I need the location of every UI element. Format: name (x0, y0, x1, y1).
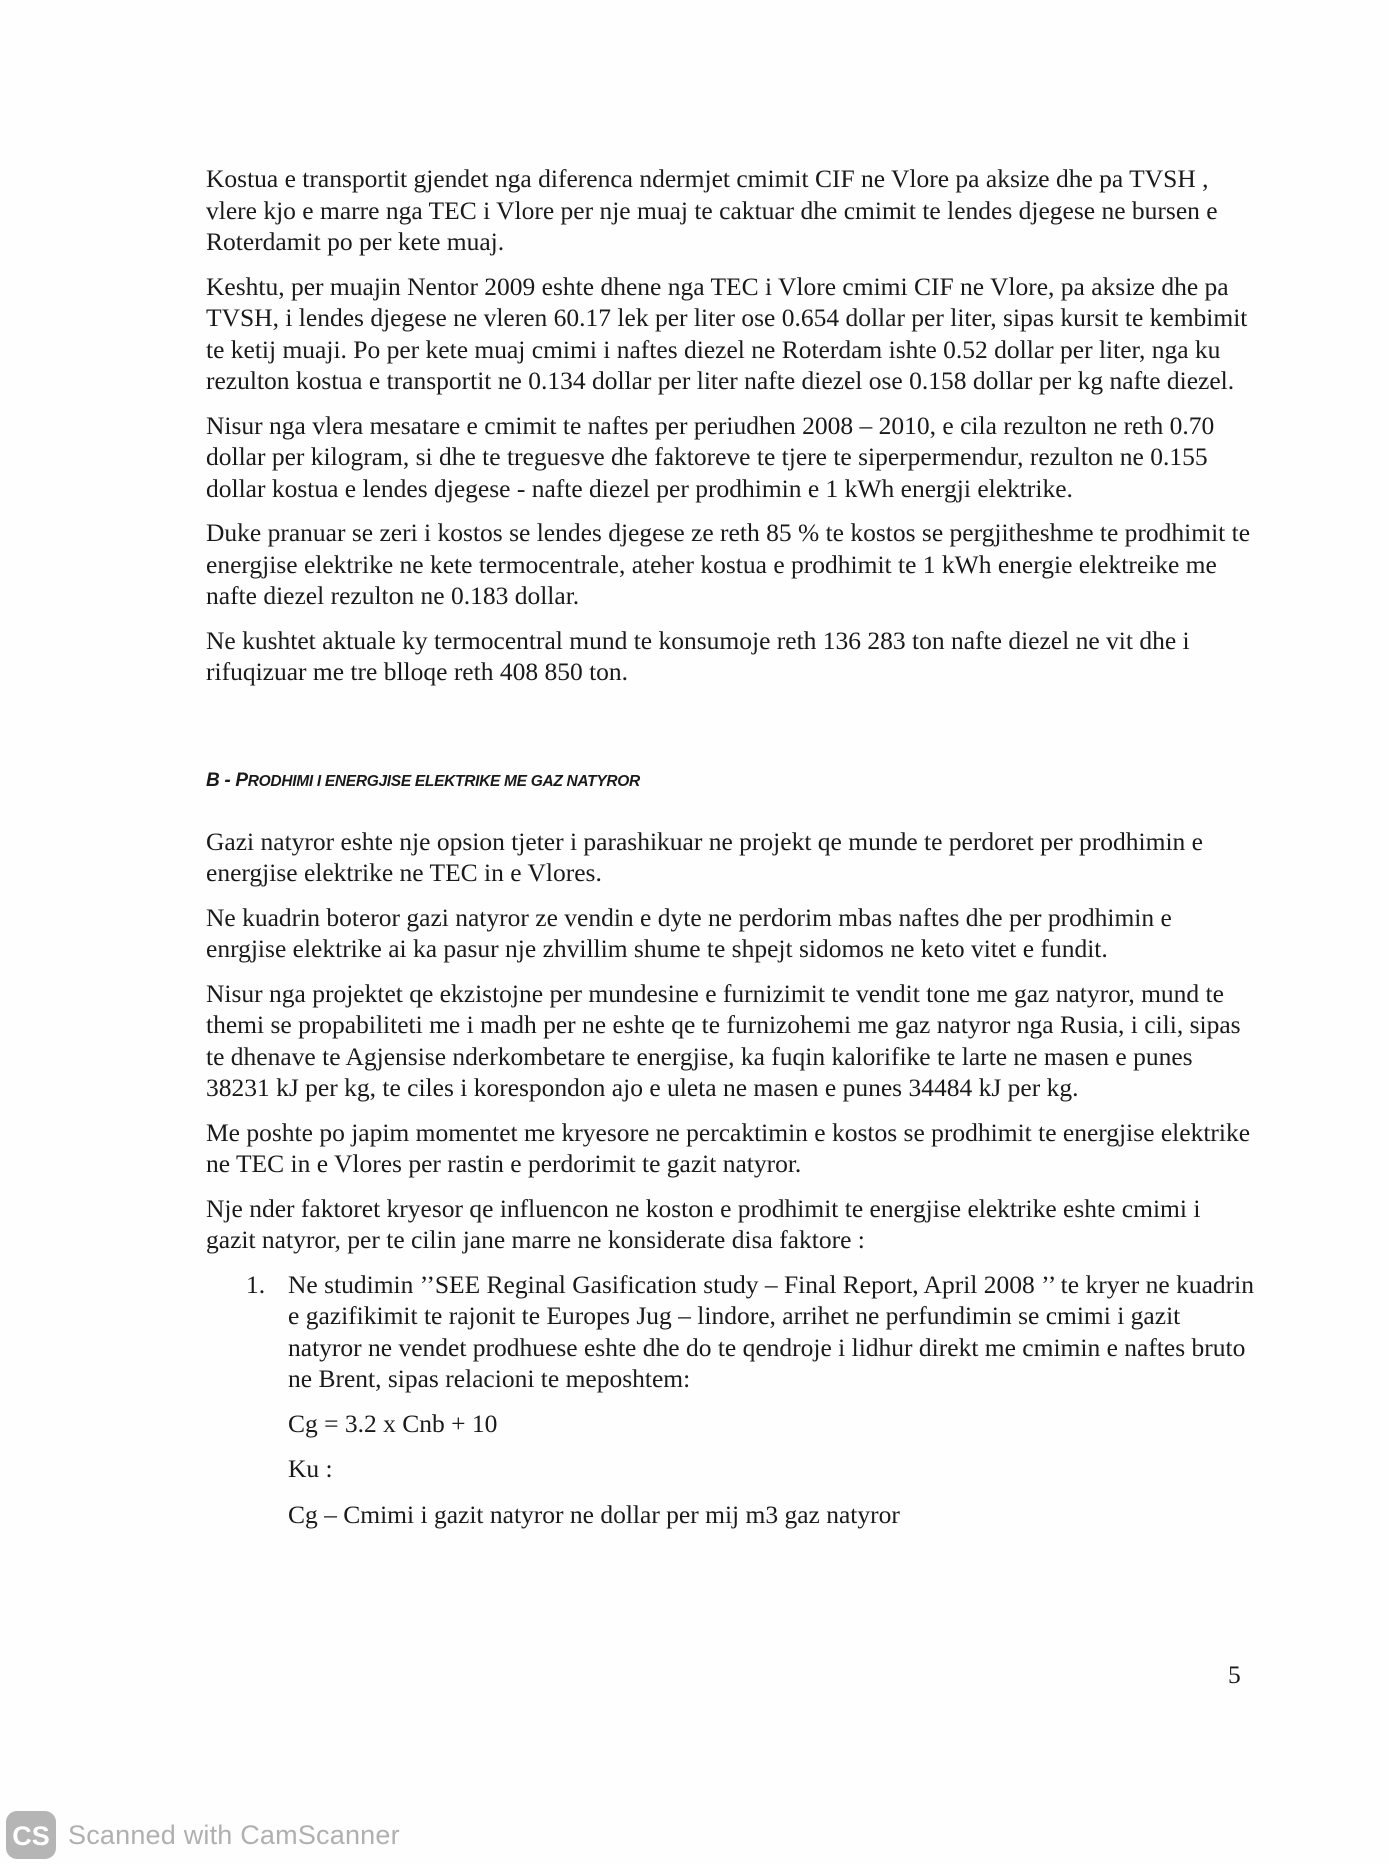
page-number: 5 (1228, 1660, 1241, 1689)
formula-where-label: Ku : (288, 1454, 333, 1483)
paragraph-consumption: Ne kushtet aktuale ky termocentral mund te konsumoje reth 136 283 ton nafte diezel ne vit dhe i rifuqizuar me tre blloqe reth 408 850 ton. (206, 625, 1190, 686)
paragraph-supply-russia: Nisur nga projektet qe ekzistojne per mundesine e furnizimit te vendit tone me gaz natyror, mund te themi se propabiliteti me i madh per ne eshte qe te furnizohemi me gaz natyror nga Rusia, i cili, sipas te dhenave te Agjensise nderkombetare te energjise, ka fuqin kalorifike te larte ne masen e punes 38231 kJ per kg, te ciles i korespondon ajo e uleta ne masen e punes 34484 kJ per kg. (206, 978, 1241, 1102)
section-heading-rest: RODHIMI I ENERGJISE ELEKTRIKE ME GAZ NATYROR (247, 772, 640, 790)
svg-text:CS: CS (12, 1821, 50, 1851)
paragraph-gas-price-factor: Nje nder faktoret kryesor qe influencon ne koston e prodhimit te energjise elektrike eshte cmimi i gazit natyror, per te cilin jane marre ne konsiderate disa faktore : (206, 1193, 1201, 1254)
paragraph-transport-cost: Kostua e transportit gjendet nga diferenca ndermjet cmimit CIF ne Vlore pa aksize dhe pa TVSH , vlere kjo e marre nga TEC i Vlore per nje muaj te caktuar dhe cmimit te lendes djegese ne bursen e Roterdamit po per kete muaj. (206, 164, 1218, 256)
paragraph-key-moments: Me poshte po japim momentet me kryesore ne percaktimin e kostos se prodhimit te energjise elektrike ne TEC in e Vlores per rastin e perdorimit te gazit natyror. (206, 1117, 1251, 1178)
document-body (206, 163, 1256, 1544)
paragraph-world-context: Ne kuadrin boteror gazi natyror ze vendin e dyte ne perdorim mbas naftes dhe per prodhimin e enrgjise elektrike ai ka pasur nje zhvillim shume te shpejt sidomos ne keto vitet e fundit. (206, 902, 1172, 963)
formula: Cg = 3.2 x Cnb + 10 (288, 1408, 498, 1438)
camscanner-watermark-text: Scanned with CamScanner (68, 1819, 400, 1850)
list-item (206, 1269, 1256, 1395)
section-heading-prefix: B - P (206, 769, 248, 791)
paragraph-average-price: Nisur nga vlera mesatare e cmimit te naftes per periudhen 2008 – 2010, e cila rezulton ne reth 0.70 dollar per kilogram, si dhe te treguesve dhe faktoreve te tjere te siperpermendur, rezulton ne 0.155 dollar kostua e lendes djegese - nafte diezel per prodhimin e 1 kWh energji elektrike. (206, 410, 1215, 503)
list-item-number: 1. (246, 1269, 266, 1299)
formula-definition: Cg – Cmimi i gazit natyror ne dollar per mij m3 gaz natyror (288, 1499, 900, 1529)
paragraph-november-2009: Keshtu, per muajin Nentor 2009 eshte dhene nga TEC i Vlore cmimi CIF ne Vlore, pa aksize dhe pa TVSH, i lendes djegese ne vleren 60.17 lek per liter ose 0.654 dollar per liter, sipas kursit te kembimit te ketij muaji. Po per kete muaj cmimi i naftes diezel ne Roterdam ishte 0.52 dollar per liter, nga ku rezulton kostua e transportit ne 0.134 dollar per liter nafte diezel ose 0.158 dollar per kg nafte diezel. (206, 271, 1248, 395)
camscanner-logo-icon (6, 1811, 56, 1859)
list-item-text: Ne studimin ’’SEE Reginal Gasification study – Final Report, April 2008 ’’ te kryer ne kuadrin e gazifikimit te rajonit te Europes Jug – lindore, arrihet ne perfundimin se cmimi i gazit natyror ne vendet prodhuese eshte dhe do te qendroje i lidhur direkt me cmimin e naftes bruto ne Brent, sipas relacioni te meposhtem: (288, 1269, 1254, 1393)
numbered-list (206, 1269, 1256, 1531)
camscanner-watermark (6, 1812, 400, 1858)
section-heading-natural-gas (206, 770, 1256, 792)
paragraph-gas-option: Gazi natyror eshte nje opsion tjeter i parashikuar ne projekt qe munde te perdoret per prodhimin e energjise elektrike ne TEC in e Vlores. (206, 826, 1203, 887)
paragraph-fuel-share: Duke pranuar se zeri i kostos se lendes djegese ze reth 85 % te kostos se pergjitheshme te prodhimit te energjise elektrike ne kete termocentrale, ateher kostua e prodhimit te 1 kWh energie elektreike me nafte diezel rezulton ne 0.183 dollar. (206, 518, 1251, 610)
